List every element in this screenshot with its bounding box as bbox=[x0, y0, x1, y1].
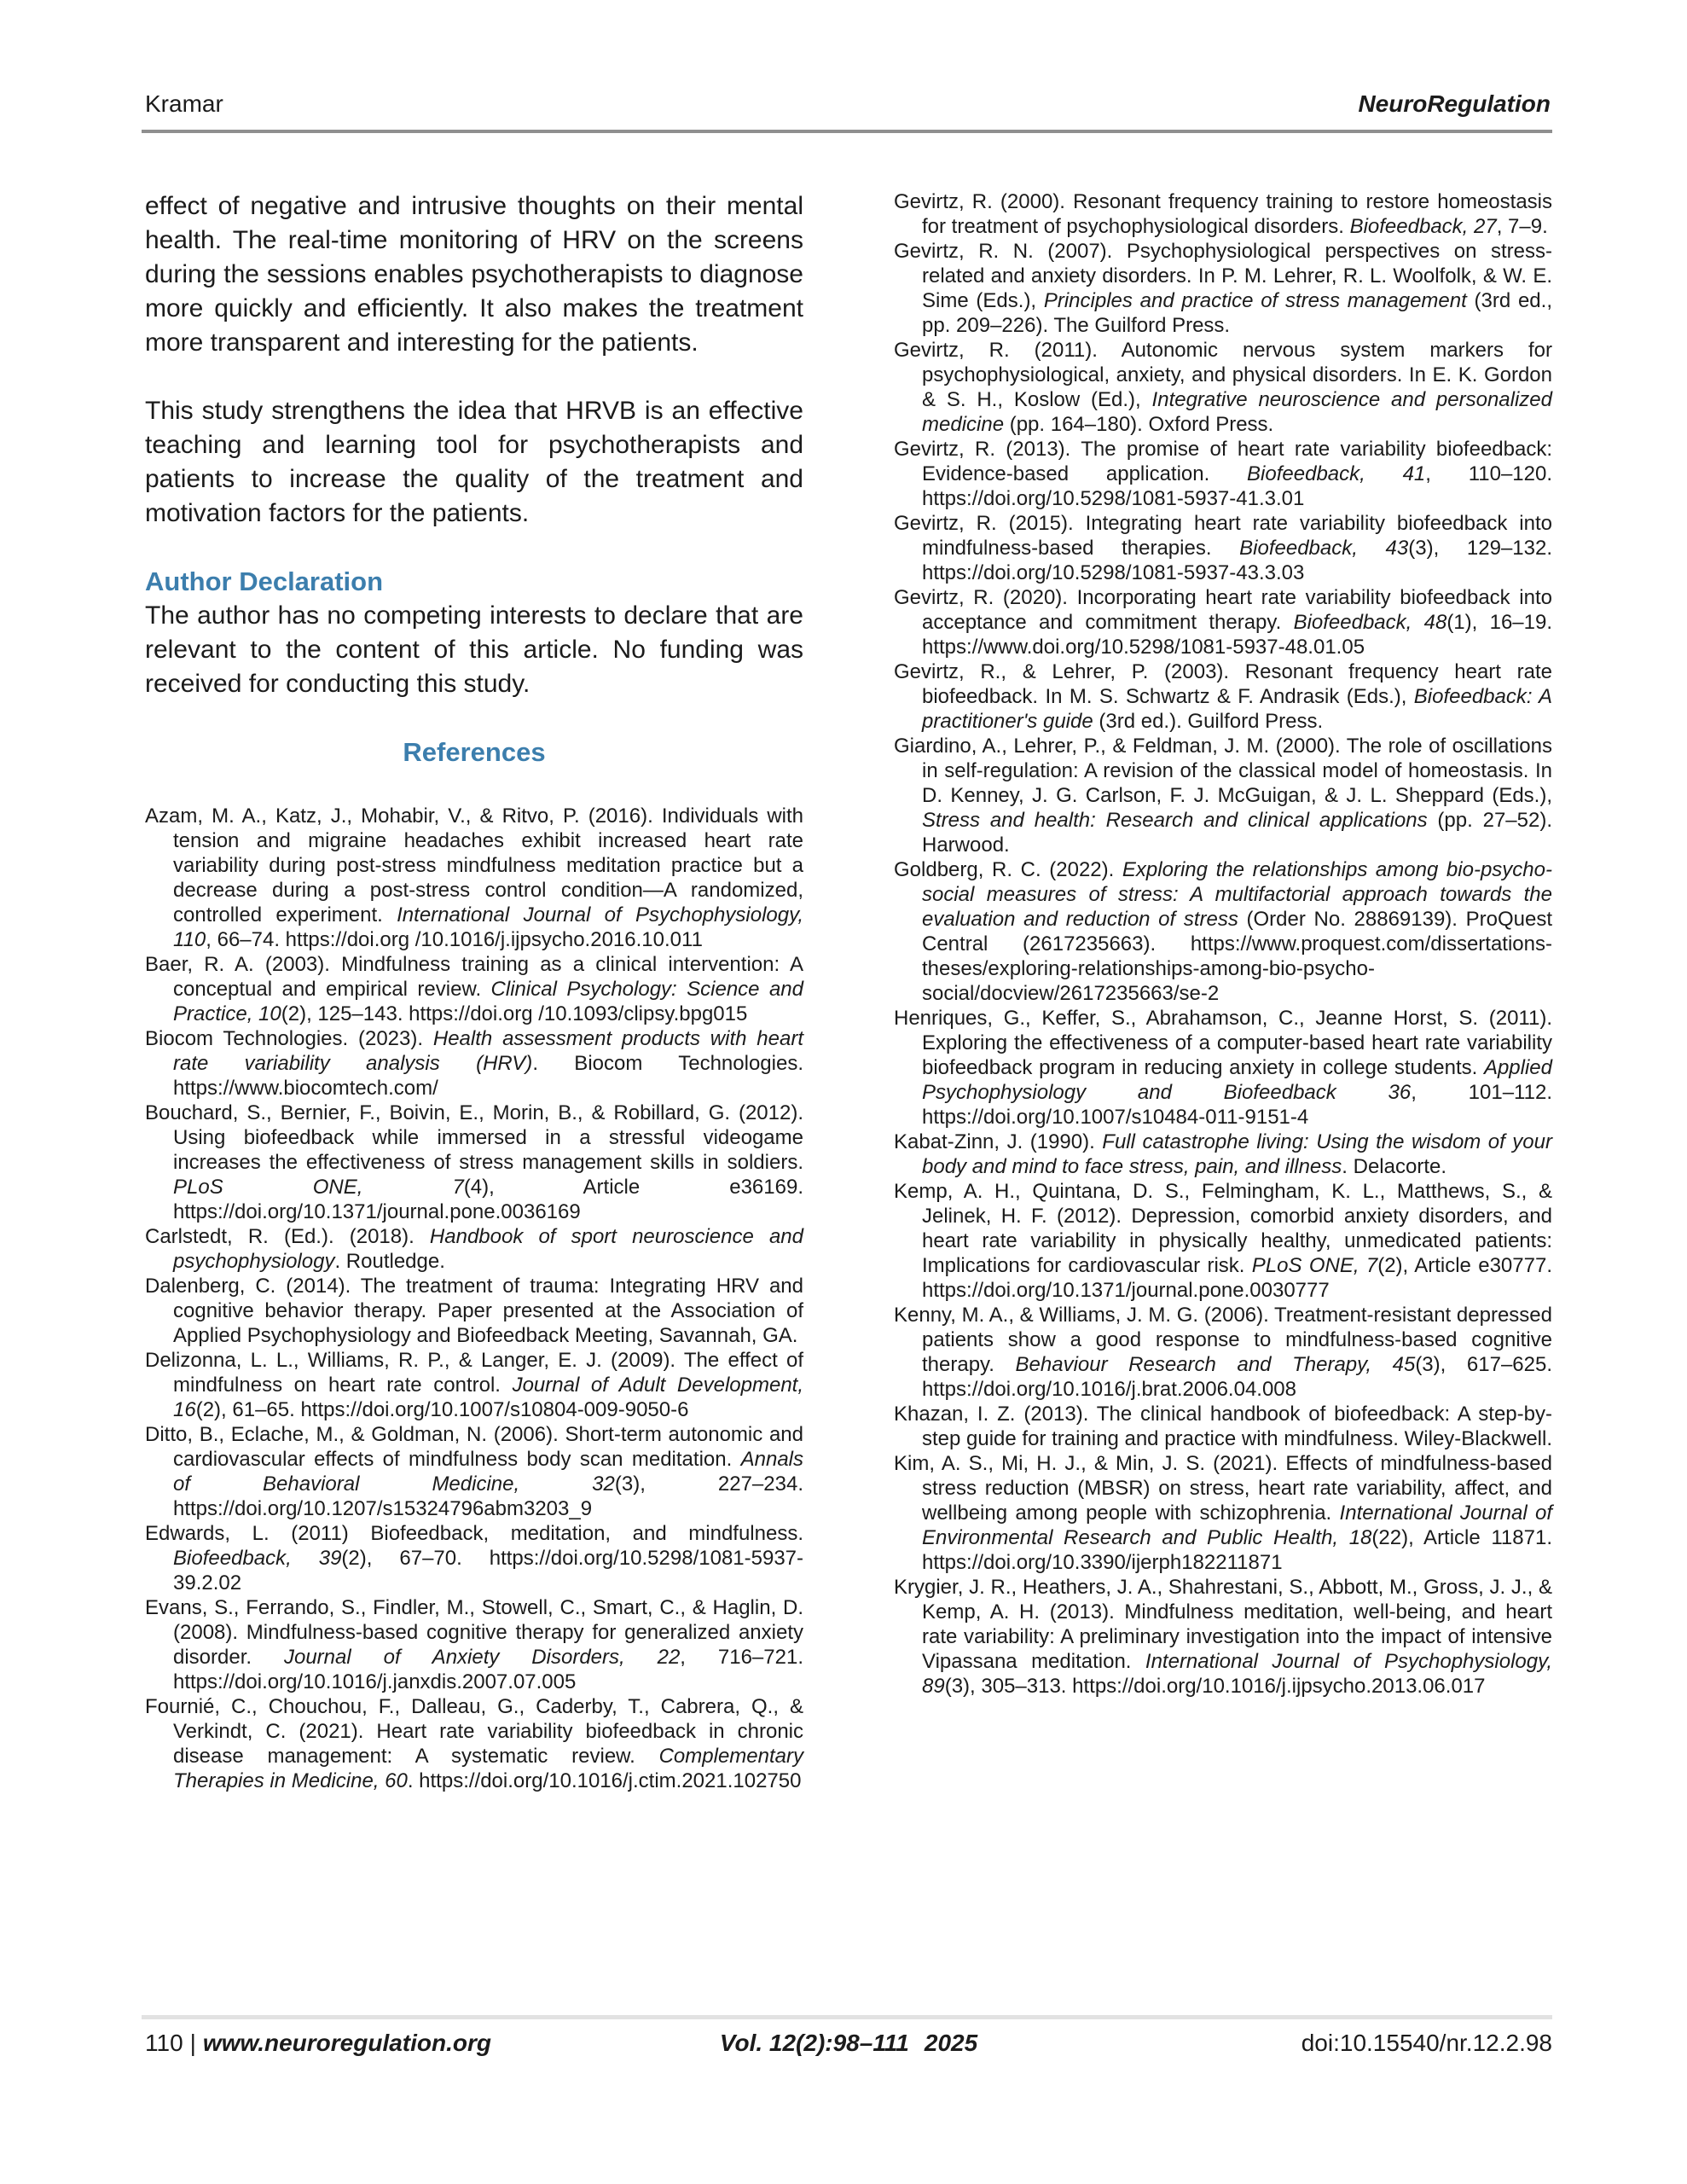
reference-entry: Gevirtz, R. (2020). Incorporating heart rate variability biofeedback into acceptance and commitment therapy. Biofeedback, 48(1), 16–19. https://www.doi.org/10.5298/1081-5937-48.01.05 bbox=[894, 586, 1553, 659]
body-text bbox=[145, 189, 803, 531]
reference-entry: Gevirtz, R. (2015). Integrating heart rate variability biofeedback into mindfulness-based therapies. Biofeedback, 43(3), 129–132. https://doi.org/10.5298/1081-5937-43.3.03 bbox=[894, 512, 1552, 584]
reference-entry: Gevirtz, R. (2011). Autonomic nervous system markers for psychophysiological, anxiety, and physical disorders. In E. K. Gordon & S. H., Koslow (Ed.), Integrative neuroscience and personalized medicine (pp. 164–180). Oxford Press. bbox=[894, 339, 1552, 436]
publication-year: 2025 bbox=[924, 2030, 978, 2056]
reference-entry: Kemp, A. H., Quintana, D. S., Felmingham, K. L., Matthews, S., & Jelinek, H. F. (2012). Depression, comorbid anxiety disorders, and heart rate variability in physically healthy, unmedicated patients: Implications for cardiovascular risk. PLoS ONE, 7(2), Article e30777. https://doi.org/10.1371/journal.pone.0030777 bbox=[894, 1180, 1552, 1302]
reference-entry: Biocom Technologies. (2023). Health assessment products with heart rate variability analysis (HRV). Biocom Technologies. https://www.biocomtech.com/ bbox=[145, 1027, 804, 1100]
page-number: 110 bbox=[145, 2030, 183, 2056]
reference-entry: Gevirtz, R. N. (2007). Psychophysiological perspectives on stress-related and anxiety disorders. In P. M. Lehrer, R. L. Woolfolk, & W. E. Sime (Eds.), Principles and practice of stress management (3rd ed., pp. 209–226). The Guilford Press. bbox=[894, 240, 1552, 337]
left-column bbox=[145, 189, 803, 1793]
reference-entry: Fournié, C., Chouchou, F., Dalleau, G., Caderby, T., Cabrera, Q., & Verkindt, C. (2021). Heart rate variability biofeedback in chronic disease management: A systematic review. Complementary Therapies in Medicine, 60. https://doi.org/10.1016/j.ctim.2021.102750 bbox=[145, 1695, 803, 1792]
reference-entry: Dalenberg, C. (2014). The treatment of trauma: Integrating HRV and cognitive behavior therapy. Paper presented at the Association of Applied Psychophysiology and Biofeedback Meeting, Savannah, GA. bbox=[145, 1275, 803, 1347]
page-content bbox=[145, 189, 1552, 1793]
references-list-right bbox=[894, 189, 1552, 1699]
reference-entry: Edwards, L. (2011) Biofeedback, meditation, and mindfulness. Biofeedback, 39(2), 67–70. https://doi.org/10.5298/1081-5937-39.2.02 bbox=[145, 1522, 804, 1594]
reference-entry: Kabat-Zinn, J. (1990). Full catastrophe living: Using the wisdom of your body and mind to face stress, pain, and illness. Delacorte. bbox=[894, 1130, 1552, 1178]
journal-website: www.neuroregulation.org bbox=[202, 2030, 491, 2056]
journal-name: NeuroRegulation bbox=[1358, 90, 1551, 117]
reference-entry: Bouchard, S., Bernier, F., Boivin, E., Morin, B., & Robillard, G. (2012). Using biofeedback while immersed in a stressful videogame increases the effectiveness of stress management skills in soldiers. PLoS ONE, 7(4), Article e36169. https://doi.org/10.1371/journal.pone.0036169 bbox=[145, 1101, 803, 1223]
reference-entry: Ditto, B., Eclache, M., & Goldman, N. (2006). Short-term autonomic and cardiovascular effects of mindfulness body scan meditation. Annals of Behavioral Medicine, 32(3), 227–234. https://doi.org/10.1207/s15324796abm3203_9 bbox=[145, 1423, 803, 1520]
reference-entry: Giardino, A., Lehrer, P., & Feldman, J. M. (2000). The role of oscillations in self-regulation: A revision of the classical model of homeostasis. In D. Kenney, J. G. Carlson, F. J. McGuigan, & J. L. Sheppard (Eds.), Stress and health: Research and clinical applications (pp. 27–52). Harwood. bbox=[894, 735, 1552, 857]
reference-entry: Henriques, G., Keffer, S., Abrahamson, C., Jeanne Horst, S. (2011). Exploring the effectiveness of a computer-based heart rate variability biofeedback program in reducing anxiety in college students. Applied Psychophysiology and Biofeedback 36, 101–112. https://doi.org/10.1007/s10484-011-9151-4 bbox=[894, 1007, 1552, 1129]
running-header bbox=[145, 90, 1551, 118]
footer-separator: | bbox=[189, 2030, 196, 2056]
page-footer bbox=[145, 2029, 1552, 2058]
footer-rule bbox=[142, 2015, 1552, 2019]
reference-entry: Krygier, J. R., Heathers, J. A., Shahrestani, S., Abbott, M., Gross, J. J., & Kemp, A. H. (2013). Mindfulness meditation, well-being, and heart rate variability: A preliminary investigation into the impact of intensive Vipassana meditation. International Journal of Psychophysiology, 89(3), 305–313. https://doi.org/10.1016/j.ijpsycho.2013.06.017 bbox=[894, 1576, 1552, 1698]
footer-volume-info bbox=[720, 2029, 977, 2058]
footer-left bbox=[145, 2029, 491, 2058]
right-column bbox=[894, 189, 1552, 1793]
reference-entry: Kenny, M. A., & Williams, J. M. G. (2006). Treatment-resistant depressed patients show a good response to mindfulness-based cognitive therapy. Behaviour Research and Therapy, 45(3), 617–625. https://doi.org/10.1016/j.brat.2006.04.008 bbox=[894, 1304, 1552, 1401]
reference-entry: Goldberg, R. C. (2022). Exploring the relationships among bio-psycho-social measures of stress: A multifactorial approach towards the evaluation and reduction of stress (Order No. 28869139). ProQuest Central (2617235663). https://www.proquest.com/dissertations-theses/exploring-relationships-among-bio-psycho-social/docview/2617235663/se-2 bbox=[894, 858, 1552, 1005]
reference-entry: Gevirtz, R. (2013). The promise of heart rate variability biofeedback: Evidence-based application. Biofeedback, 41, 110–120. https://doi.org/10.5298/1081-5937-41.3.01 bbox=[894, 438, 1553, 510]
reference-entry: Evans, S., Ferrando, S., Findler, M., Stowell, C., Smart, C., & Haglin, D. (2008). Mindfulness-based cognitive therapy for generalized anxiety disorder. Journal of Anxiety Disorders, 22, 716–721. https://doi.org/10.1016/j.janxdis.2007.07.005 bbox=[145, 1596, 803, 1693]
references-heading: References bbox=[403, 737, 546, 767]
reference-entry: Azam, M. A., Katz, J., Mohabir, V., & Ritvo, P. (2016). Individuals with tension and migraine headaches exhibit increased heart rate variability during post-stress mindfulness meditation practice but a decrease during a post-stress control condition—A randomized, controlled experiment. International Journal of Psychophysiology, 110, 66–74. https://doi.org /10.1016/j.ijpsycho.2016.10.011 bbox=[145, 804, 803, 951]
reference-entry: Baer, R. A. (2003). Mindfulness training as a clinical intervention: A conceptual and empirical review. Clinical Psychology: Science and Practice, 10(2), 125–143. https://doi.org /10.1093/clipsy.bpg015 bbox=[145, 953, 803, 1025]
reference-entry: Gevirtz, R. (2000). Resonant frequency training to restore homeostasis for treatment of psychophysiological disorders. Biofeedback, 27, 7–9. bbox=[894, 190, 1552, 238]
running-head-author: Kramar bbox=[145, 90, 223, 117]
reference-entry: Gevirtz, R., & Lehrer, P. (2003). Resonant frequency heart rate biofeedback. In M. S. Schwartz & F. Andrasik (Eds.), Biofeedback: A practitioner's guide (3rd ed.). Guilford Press. bbox=[894, 660, 1553, 733]
header-rule bbox=[142, 130, 1552, 133]
body-paragraph: effect of negative and intrusive thoughts on their mental health. The real-time monitoring of HRV on the screens during the sessions enables psychotherapists to diagnose more quickly and efficiently. It also makes the treatment more transparent and interesting for the patients. bbox=[145, 192, 803, 357]
reference-entry: Delizonna, L. L., Williams, R. P., & Langer, E. J. (2009). The effect of mindfulness on heart rate control. Journal of Adult Development, 16(2), 61–65. https://doi.org/10.1007/s10804-009-9050-6 bbox=[145, 1349, 804, 1421]
author-declaration-text: The author has no competing interests to declare that are relevant to the content of this article. No funding was received for conducting this study. bbox=[145, 601, 803, 698]
article-doi: doi:10.15540/nr.12.2.98 bbox=[1301, 2030, 1552, 2056]
volume-info: Vol. 12(2):98–111 bbox=[719, 2030, 909, 2056]
references-list-left bbox=[145, 804, 803, 1793]
reference-entry: Khazan, I. Z. (2013). The clinical handbook of biofeedback: A step-by-step guide for training and practice with mindfulness. Wiley-Blackwell. bbox=[894, 1403, 1552, 1450]
body-paragraph: This study strengthens the idea that HRVB is an effective teaching and learning tool for psychotherapists and patients to increase the quality of the treatment and motivation factors for the patients. bbox=[145, 397, 803, 527]
author-declaration-heading: Author Declaration bbox=[145, 566, 384, 596]
reference-entry: Kim, A. S., Mi, H. J., & Min, J. S. (2021). Effects of mindfulness-based stress reduction (MBSR) on stress, heart rate variability, affect, and wellbeing among people with schizophrenia. International Journal of Environmental Research and Public Health, 18(22), Article 11871. https://doi.org/10.3390/ijerph182211871 bbox=[894, 1452, 1553, 1574]
reference-entry: Carlstedt, R. (Ed.). (2018). Handbook of sport neuroscience and psychophysiology. Routledge. bbox=[145, 1225, 804, 1273]
